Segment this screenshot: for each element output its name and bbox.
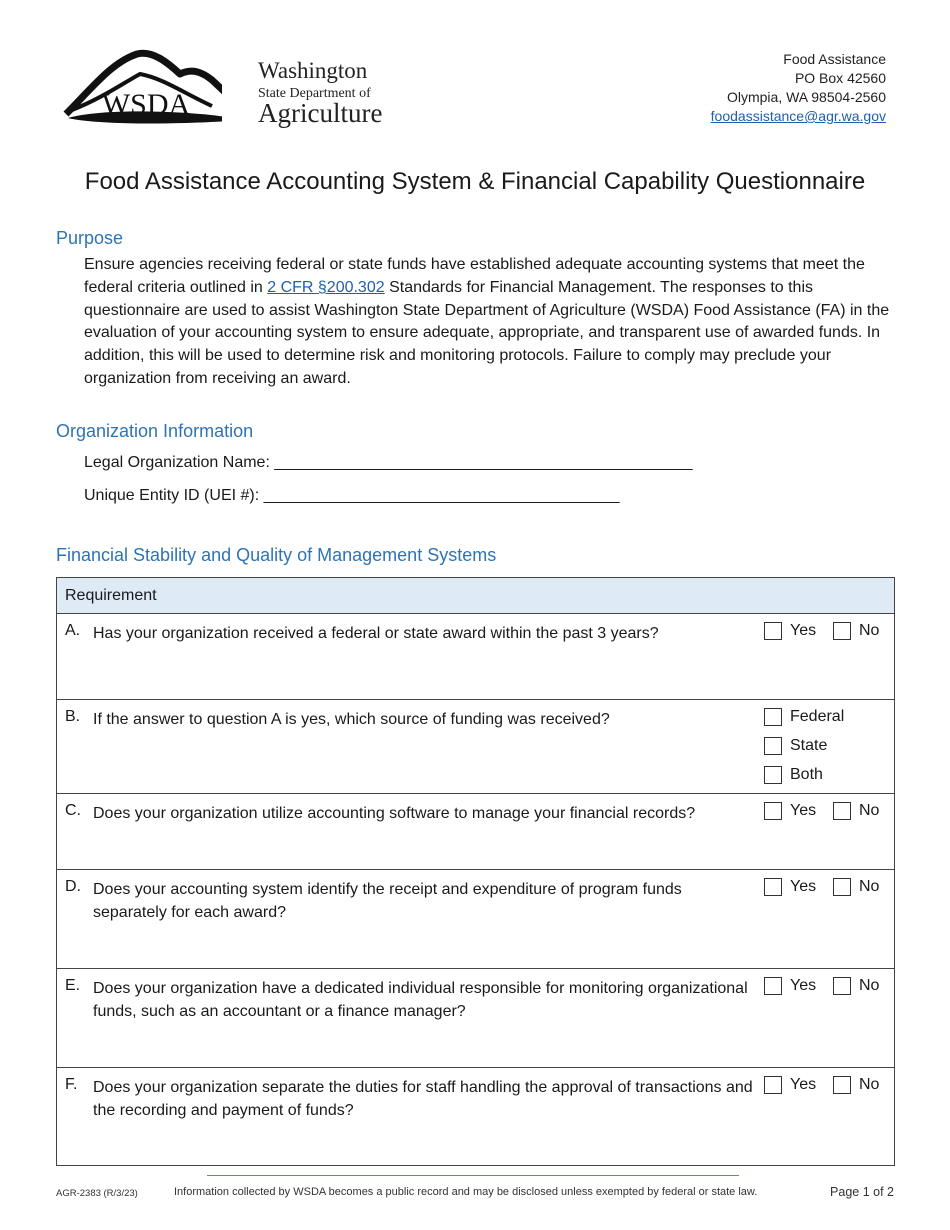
table-row-e — [57, 969, 894, 1068]
question-letter: E. — [65, 977, 81, 994]
question-text: Does your accounting system identify the receipt and expenditure of program funds separately for each award? — [93, 881, 682, 921]
question-letter: F. — [65, 1076, 78, 1093]
wsda-mountain-logo-icon — [62, 48, 222, 134]
option-a-no[interactable] — [833, 622, 879, 640]
option-label: Both — [790, 766, 823, 783]
footer-note: Information collected by WSDA becomes a public record and may be disclosed unless exempted by federal or state law. — [174, 1186, 758, 1198]
option-label: State — [790, 737, 828, 754]
option-a-yes[interactable] — [764, 622, 816, 640]
checkbox[interactable] — [764, 878, 782, 896]
table-row-c — [57, 794, 894, 870]
contact-address — [711, 50, 886, 126]
page-number: Page 1 of 2 — [830, 1185, 894, 1199]
option-b-federal[interactable] — [764, 708, 844, 726]
svg-text:WSDA: WSDA — [101, 88, 191, 121]
option-label: Federal — [790, 708, 845, 725]
form-id: AGR-2383 (R/3/23) — [56, 1188, 138, 1199]
option-c-no[interactable] — [833, 802, 879, 820]
option-d-yes[interactable] — [764, 878, 816, 896]
table-row-f — [57, 1068, 894, 1165]
purpose-heading: Purpose — [56, 228, 124, 248]
option-label: Yes — [790, 878, 817, 895]
table-row-a — [57, 614, 894, 700]
purpose-text-2: Standards for Financial Management. The responses to this questionnaire are used to assist Washington State Department of Agriculture (WSDA) Food Assistance (FA) in the evaluation of your accounting system to ensure adequate, appropriate, and transparent use of awarded funds. In addition, this will be used to determine risk and monitoring protocols. Failure to comply may preclude your organization from receiving an award. — [84, 278, 890, 387]
financial-heading: Financial Stability and Quality of Management Systems — [56, 545, 497, 565]
checkbox[interactable] — [764, 737, 782, 755]
requirements-table — [56, 577, 895, 1166]
question-text: Does your organization utilize accounting software to manage your financial records? — [93, 805, 696, 822]
checkbox[interactable] — [833, 622, 851, 640]
option-label: No — [859, 1076, 880, 1093]
email-link[interactable]: foodassistance@agr.wa.gov — [710, 108, 886, 124]
checkbox[interactable] — [764, 1076, 782, 1094]
option-label: No — [859, 802, 880, 819]
question-text: Does your organization have a dedicated individual responsible for monitoring organizational funds, such as an accountant or a finance manager? — [93, 980, 748, 1020]
question-text: Has your organization received a federal or state award within the past 3 years? — [93, 625, 659, 642]
question-letter: A. — [65, 622, 81, 639]
logo-washington: Washington — [258, 58, 368, 83]
option-e-no[interactable] — [833, 977, 879, 995]
question-text: Does your organization separate the duties for staff handling the approval of transactions and the recording and payment of funds? — [93, 1079, 753, 1119]
checkbox[interactable] — [764, 766, 782, 784]
option-c-yes[interactable] — [764, 802, 816, 820]
option-label: No — [859, 878, 880, 895]
checkbox[interactable] — [833, 878, 851, 896]
option-label: Yes — [790, 622, 817, 639]
address-box: PO Box 42560 — [794, 70, 886, 86]
checkbox[interactable] — [764, 708, 782, 726]
table-row-b — [57, 700, 894, 794]
logo-state-department: State Department of — [258, 86, 371, 101]
question-text: If the answer to question A is yes, which source of funding was received? — [93, 711, 610, 728]
address-dept: Food Assistance — [783, 51, 886, 67]
checkbox[interactable] — [833, 977, 851, 995]
footer-divider — [207, 1175, 739, 1176]
address-city: Olympia, WA 98504-2560 — [726, 89, 886, 105]
table-header: Requirement — [57, 578, 894, 614]
org-info-heading: Organization Information — [56, 421, 254, 441]
option-label: No — [859, 977, 880, 994]
logo-agriculture: Agriculture — [258, 98, 383, 128]
question-letter: B. — [65, 708, 81, 725]
option-label: Yes — [790, 977, 817, 994]
legal-name-field[interactable]: Legal Organization Name: _______________________________________________ — [84, 454, 693, 471]
option-e-yes[interactable] — [764, 977, 816, 995]
cfr-link[interactable]: 2 CFR §200.302 — [267, 278, 385, 296]
option-label: No — [859, 622, 880, 639]
uei-field[interactable]: Unique Entity ID (UEI #): ________________________________________ — [84, 487, 620, 504]
option-d-no[interactable] — [833, 878, 879, 896]
purpose-paragraph — [84, 254, 904, 391]
option-label: Yes — [790, 1076, 817, 1093]
option-b-state[interactable] — [764, 737, 827, 755]
checkbox[interactable] — [764, 802, 782, 820]
option-label: Yes — [790, 802, 817, 819]
checkbox[interactable] — [833, 802, 851, 820]
question-letter: C. — [65, 802, 81, 819]
option-f-yes[interactable] — [764, 1076, 816, 1094]
table-row-d — [57, 870, 894, 969]
option-f-no[interactable] — [833, 1076, 879, 1094]
question-letter: D. — [65, 878, 81, 895]
wsda-logo — [62, 48, 382, 134]
checkbox[interactable] — [764, 622, 782, 640]
checkbox[interactable] — [764, 977, 782, 995]
purpose-text-1: Ensure agencies receiving federal or state funds have established adequate accounting systems that meet the federal criteria outlined in — [84, 256, 865, 296]
option-b-both[interactable] — [764, 766, 823, 784]
checkbox[interactable] — [833, 1076, 851, 1094]
page-title: Food Assistance Accounting System & Financial Capability Questionnaire — [84, 168, 866, 195]
